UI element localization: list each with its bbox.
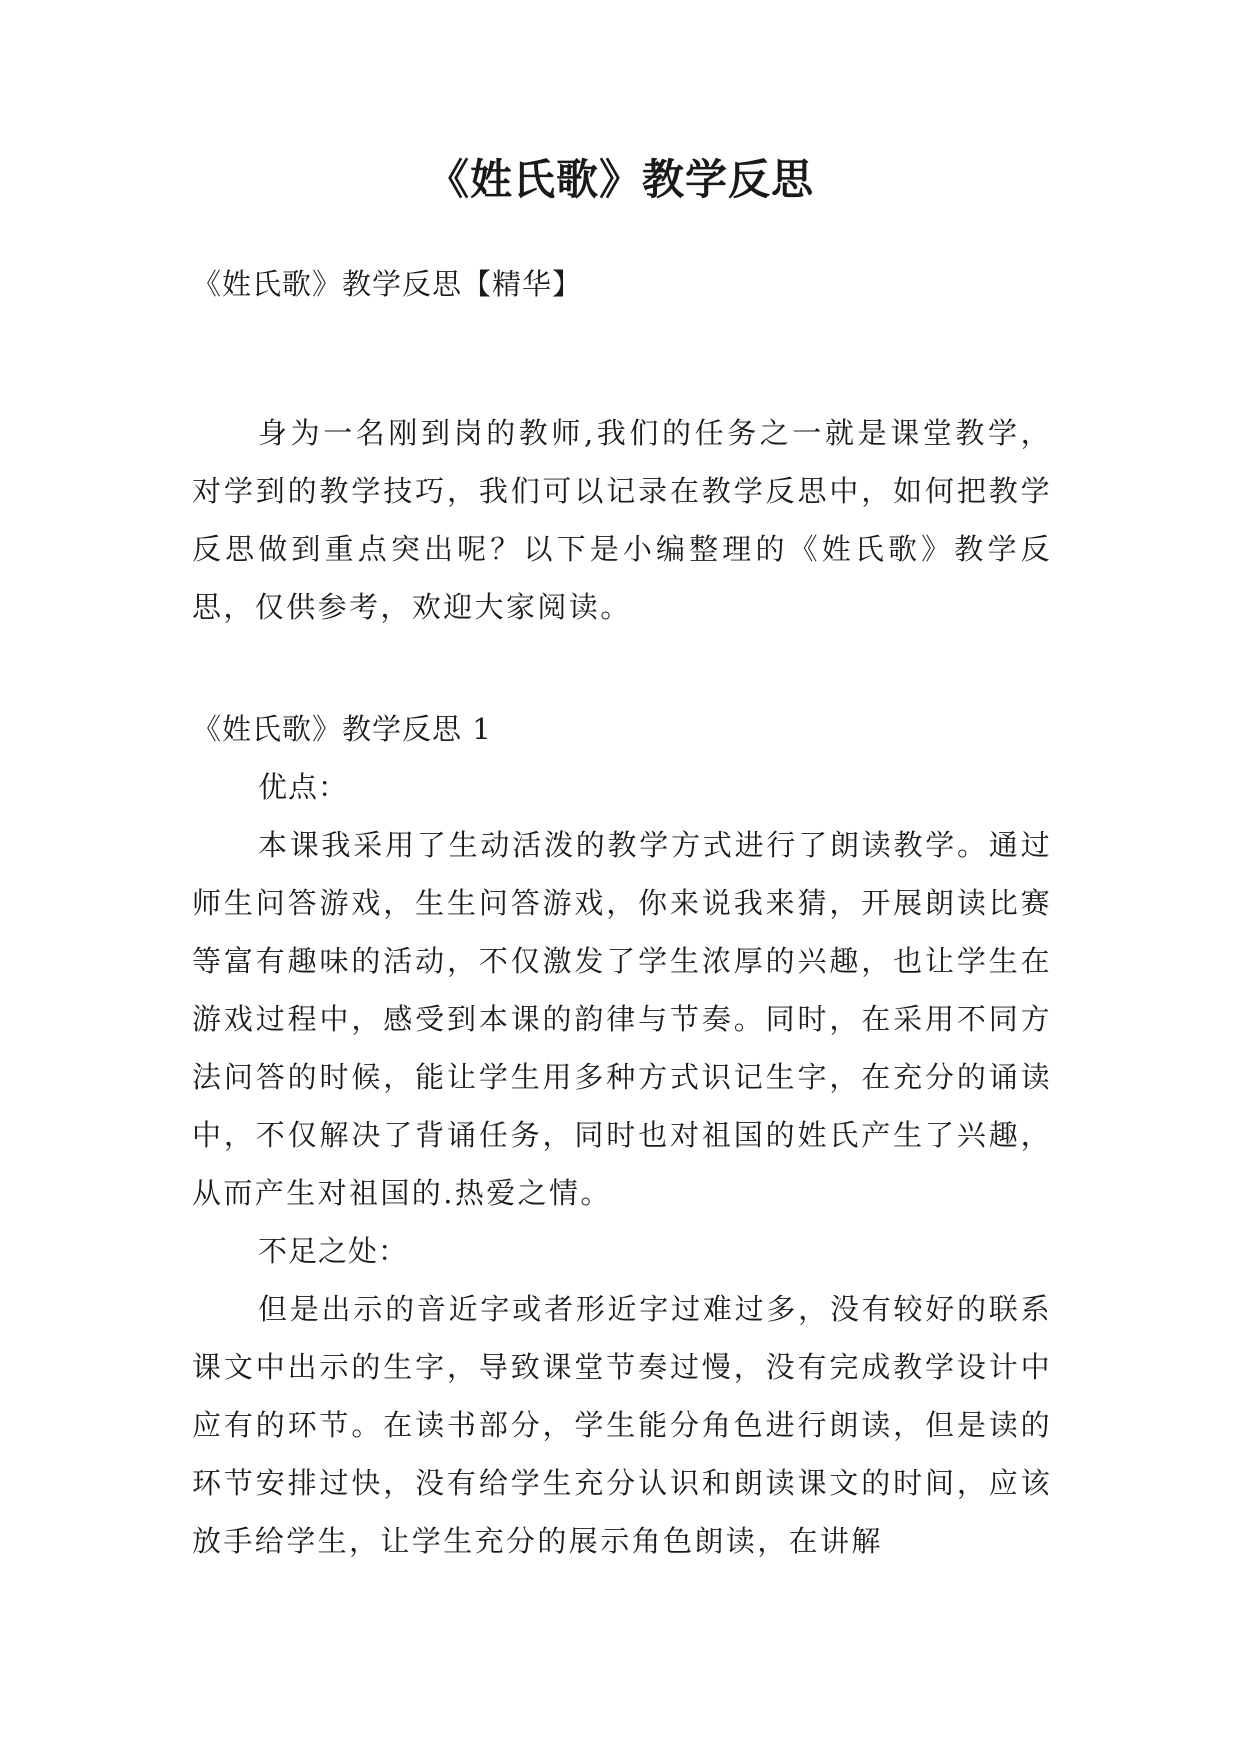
intro-paragraph: 身为一名刚到岗的教师,我们的任务之一就是课堂教学，对学到的教学技巧，我们可以记录在教学反思中，如何把教学反思做到重点突出呢？以下是小编整理的《姓氏歌》教学反思，仅供参考，欢迎大家阅读。: [192, 416, 1052, 624]
shortcomings-paragraph: 但是出示的音近字或者形近字过难过多，没有较好的联系课文中出示的生字，导致课堂节奏过慢，没有完成教学设计中应有的环节。在读书部分，学生能分角色进行朗读，但是读的环节安排过快，没有给学生充分认识和朗读课文的时间，应该放手给学生，让学生充分的展示角色朗读，在讲解: [192, 1292, 1052, 1558]
advantages-label: 优点：: [258, 770, 349, 804]
document-title: 《姓氏歌》教学反思: [426, 155, 814, 204]
section-heading: 《姓氏歌》教学反思 1: [192, 712, 492, 746]
shortcomings-label: 不足之处：: [258, 1234, 409, 1268]
advantages-paragraph: 本课我采用了生动活泼的教学方式进行了朗读教学。通过师生问答游戏，生生问答游戏，你来说我来猜，开展朗读比赛等富有趣味的活动，不仅激发了学生浓厚的兴趣，也让学生在游戏过程中，感受到本课的韵律与节奏。同时，在采用不同方法问答的时候，能让学生用多种方式识记生字，在充分的诵读中，不仅解决了背诵任务，同时也对祖国的姓氏产生了兴趣，从而产生对祖国的.热爱之情。: [192, 828, 1052, 1210]
document-subtitle: 《姓氏歌》教学反思【精华】: [192, 267, 583, 301]
